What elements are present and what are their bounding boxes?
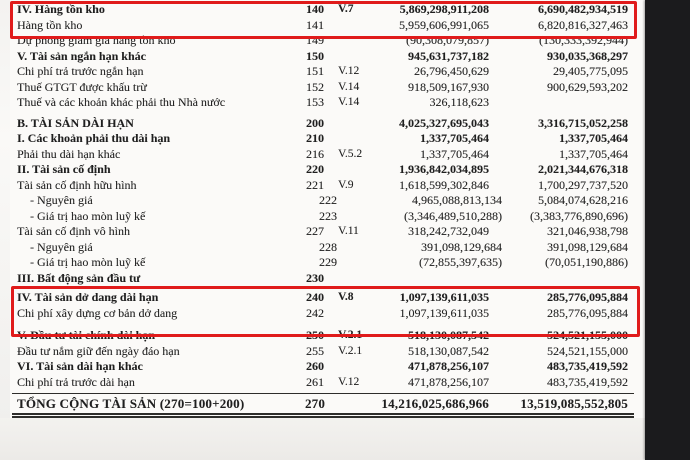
row-label: - Nguyên giá: [30, 239, 93, 254]
row-label: Chi phí trả trước ngắn hạn: [17, 64, 144, 78]
amount-prior: 6,820,816,327,463: [538, 17, 628, 32]
amount-current: 4,965,088,813,134: [412, 193, 502, 207]
row-code: 210: [306, 131, 324, 145]
amount-prior: 391,098,129,684: [547, 239, 628, 254]
amount-current: 326,118,623: [429, 95, 489, 109]
row-label: TỔNG CỘNG TÀI SẢN (270=100+200): [17, 396, 245, 411]
row-note: [342, 255, 392, 271]
row-code: 228: [319, 239, 337, 254]
row-code: 227: [306, 224, 324, 238]
amount-current: 26,796,450,629: [414, 64, 489, 78]
row-code: 229: [319, 255, 337, 269]
amount-current: 1,936,842,034,895: [399, 162, 489, 176]
row-note: [329, 18, 379, 34]
table-row: [12, 18, 634, 34]
row-code: 255: [306, 343, 324, 358]
amount-current: (3,346,489,510,288): [404, 208, 502, 223]
table-row: [12, 290, 634, 306]
row-label: - Giá trị hao mòn luỹ kế: [30, 255, 146, 269]
amount-prior: 900,629,593,202: [547, 79, 628, 94]
row-code: 222: [319, 193, 337, 207]
amount-current: 1,097,139,611,035: [399, 305, 489, 320]
row-code: 223: [319, 208, 337, 223]
table-row: [12, 393, 634, 418]
amount-prior: 1,700,297,737,520: [538, 177, 628, 192]
row-note: V.7: [338, 3, 354, 15]
table-row: [12, 49, 634, 65]
row-note: [329, 116, 379, 132]
amount-current: 518,130,087,542: [408, 343, 489, 358]
table-row: [12, 224, 634, 240]
row-label: Đầu tư nắm giữ đến ngày đáo hạn: [17, 343, 180, 358]
table-row: [12, 64, 634, 80]
row-note: V.2.1: [338, 344, 363, 357]
row-note: V.12: [338, 375, 360, 388]
row-code: 220: [306, 162, 324, 176]
row-code: 141: [306, 17, 324, 32]
row-code: 150: [306, 48, 324, 63]
amount-prior: 321,046,938,798: [547, 224, 628, 238]
amount-prior: 29,405,775,095: [553, 64, 628, 78]
table-row: [12, 328, 634, 344]
row-code: 230: [306, 270, 324, 285]
row-note: [329, 49, 379, 65]
row-note: V.12: [338, 65, 360, 77]
amount-current: (90,308,079,857): [406, 33, 489, 47]
amount-current: (72,855,397,635): [419, 255, 502, 269]
amount-prior: [489, 271, 634, 287]
page-left-edge: [0, 0, 10, 460]
table-row: [12, 375, 634, 391]
amount-prior: [489, 95, 634, 111]
row-note: [329, 33, 379, 49]
amount-current: 1,337,705,464: [420, 146, 489, 161]
amount-current: 1,097,139,611,035: [399, 290, 489, 304]
amount-prior: 285,776,095,884: [547, 290, 628, 304]
row-note: [342, 240, 392, 256]
row-label: Tài sản cố định hữu hình: [17, 177, 137, 192]
amount-current: 14,216,025,686,966: [381, 396, 489, 411]
table-row: [12, 147, 634, 163]
row-code: 200: [306, 115, 324, 130]
row-note: [329, 306, 379, 322]
row-label: B. TÀI SẢN DÀI HẠN: [17, 115, 134, 130]
amount-current: 471,878,256,107: [408, 359, 489, 373]
amount-prior: 3,316,715,052,258: [538, 115, 628, 130]
row-code: 260: [306, 359, 324, 373]
row-label: Chi phí xây dựng cơ bản dở dang: [17, 305, 178, 320]
table-row: [12, 116, 634, 132]
amount-current: 518,130,087,542: [408, 328, 489, 342]
right-dark-panel: [645, 0, 690, 460]
amount-current: 471,878,256,107: [408, 374, 489, 389]
amount-prior: (3,383,776,890,696): [530, 208, 628, 223]
amount-prior: 5,084,074,628,216: [538, 193, 628, 207]
row-code: 153: [306, 95, 324, 109]
row-note: V.9: [338, 178, 354, 191]
amount-prior: 930,035,368,297: [547, 48, 628, 63]
table-row: [12, 306, 634, 322]
amount-current: 391,098,129,684: [421, 239, 502, 254]
row-label: Tài sản cố định vô hình: [17, 224, 130, 238]
row-code: 151: [306, 64, 324, 78]
amount-current: [379, 271, 489, 287]
amount-current: 318,242,732,049: [408, 224, 489, 238]
row-label: - Giá trị hao mòn luỹ kế: [30, 208, 146, 223]
row-label: Dự phòng giảm giá hàng tồn kho: [17, 33, 176, 47]
row-label: IV. Hàng tồn kho: [17, 2, 105, 16]
row-label: Chi phí trả trước dài hạn: [17, 374, 135, 389]
table-row: [12, 359, 634, 375]
row-label: V. Đầu tư tài chính dài hạn: [17, 328, 156, 342]
table-row: [12, 178, 634, 194]
row-note: V.8: [338, 291, 354, 303]
row-label: VI. Tài sản dài hạn khác: [17, 359, 143, 373]
amount-prior: 1,337,705,464: [559, 146, 628, 161]
amount-current: 5,959,606,991,065: [399, 17, 489, 32]
table-row: [12, 255, 634, 271]
assets-table: [12, 0, 634, 418]
row-note: V.14: [338, 80, 360, 93]
table-row: [12, 344, 634, 360]
row-note: [329, 162, 379, 178]
row-label: Thuế và các khoản khác phải thu Nhà nước: [17, 95, 226, 109]
page-bottom-scan-area: [0, 418, 645, 460]
amount-current: 918,509,167,930: [408, 79, 489, 94]
table-row: [12, 240, 634, 256]
table-row: [12, 193, 634, 209]
amount-prior: 524,521,155,000: [547, 328, 628, 342]
row-code: 140: [306, 2, 324, 16]
table-row: [12, 33, 634, 49]
amount-prior: 483,735,419,592: [547, 374, 628, 389]
row-code: 240: [306, 290, 324, 304]
row-note: V.2.1: [338, 329, 363, 341]
row-label: II. Tài sản cố định: [17, 162, 111, 176]
row-note: [342, 209, 392, 225]
row-note: V.5.2: [338, 147, 363, 160]
table-row: [12, 2, 634, 18]
row-note: V.14: [338, 96, 360, 108]
table-row: [12, 95, 634, 111]
row-label: IV. Tài sản dở dang dài hạn: [17, 290, 159, 304]
row-code: 261: [306, 374, 324, 389]
table-row: [12, 162, 634, 178]
amount-prior: 285,776,095,884: [547, 305, 628, 320]
amount-prior: 483,735,419,592: [547, 359, 628, 373]
row-code: 149: [306, 33, 324, 47]
amount-prior: 13,519,085,552,805: [520, 396, 628, 411]
table-row: [12, 80, 634, 96]
row-note: [329, 131, 379, 147]
row-label: Hàng tồn kho: [17, 17, 83, 32]
row-label: V. Tài sản ngắn hạn khác: [17, 48, 146, 63]
amount-prior: (70,051,190,886): [545, 255, 628, 269]
row-code: 216: [306, 146, 324, 161]
row-note: [329, 359, 379, 375]
row-code: 250: [306, 328, 324, 342]
amount-current: 945,631,737,182: [408, 48, 489, 63]
amount-prior: 6,690,482,934,519: [538, 2, 628, 16]
amount-current: 1,618,599,302,846: [399, 177, 489, 192]
row-code: 270: [304, 396, 326, 411]
row-note: V.11: [338, 225, 359, 237]
row-note: [329, 271, 379, 287]
row-label: - Nguyên giá: [30, 193, 93, 207]
amount-current: 4,025,327,695,043: [399, 115, 489, 130]
amount-prior: 2,021,344,676,318: [538, 162, 628, 176]
amount-current: 5,869,298,911,208: [399, 2, 489, 16]
row-code: 152: [306, 79, 324, 94]
amount-prior: 1,337,705,464: [559, 131, 628, 145]
table-row: [12, 209, 634, 225]
table-row: [12, 271, 634, 287]
row-label: III. Bất động sản đầu tư: [17, 270, 141, 285]
row-label: I. Các khoản phải thu dài hạn: [17, 131, 171, 145]
amount-prior: 524,521,155,000: [547, 343, 628, 358]
row-label: Phải thu dài hạn khác: [17, 146, 121, 161]
amount-current: 1,337,705,464: [420, 131, 489, 145]
row-code: 221: [306, 177, 324, 192]
table-body: [12, 2, 634, 418]
table-row: [12, 131, 634, 147]
amount-prior: (130,333,392,944): [539, 33, 628, 47]
row-code: 242: [306, 305, 324, 320]
row-note: [342, 193, 392, 209]
row-label: Thuế GTGT được khấu trừ: [17, 79, 147, 94]
